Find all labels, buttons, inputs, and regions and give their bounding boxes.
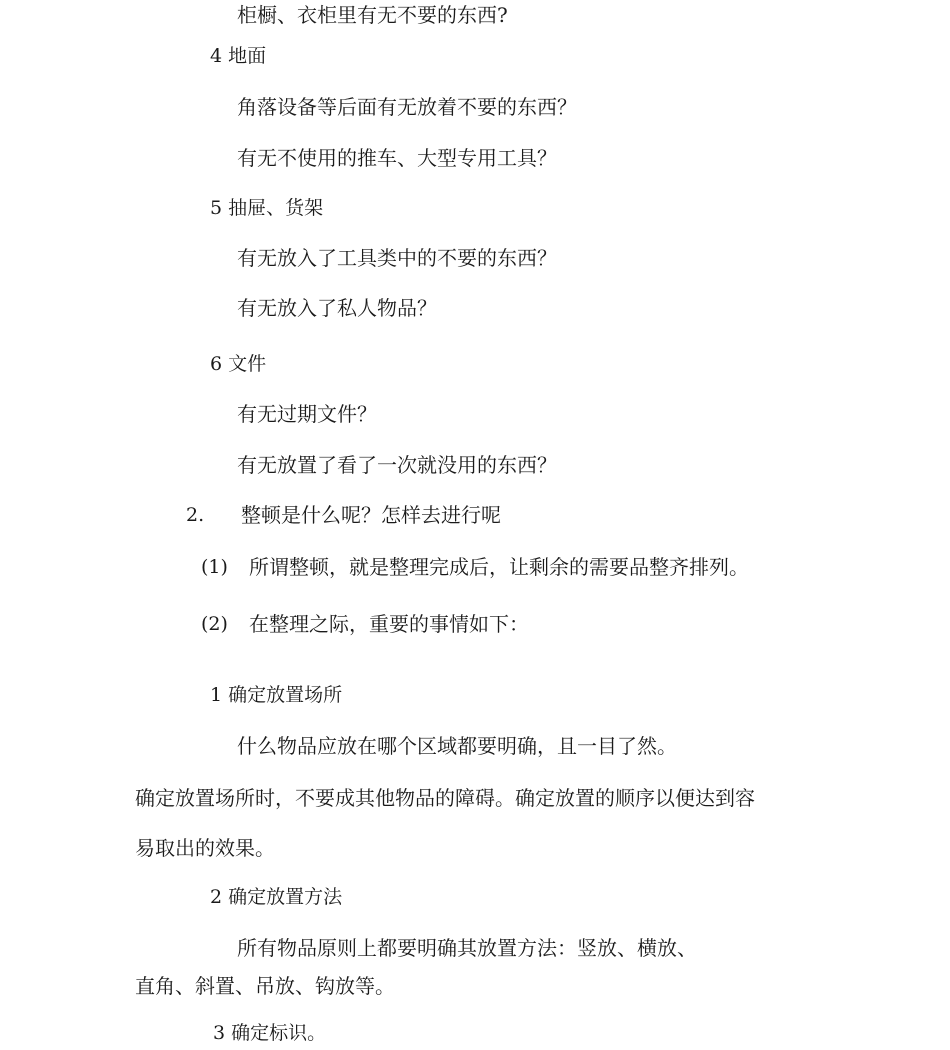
question-drawer-2: 有无放入了私人物品？ — [237, 296, 437, 320]
point-1-text: 所谓整顿，就是整理完成后，让剩余的需要品整齐排列。 — [249, 555, 749, 579]
question-cabinet: 柜橱、衣柜里有无不要的东西? — [237, 3, 508, 27]
point-1-number: (1) — [201, 556, 228, 578]
placement-location-line-2: 确定放置场所时，不要成其他物品的障碍。确定放置的顺序以便达到容 — [135, 786, 755, 810]
question-file-2: 有无放置了看了一次就没用的东西？ — [237, 453, 557, 477]
subheading-placement-location: 1 确定放置场所 — [210, 684, 343, 706]
placement-location-line-3: 易取出的效果。 — [135, 836, 275, 860]
placement-location-line-1: 什么物品应放在哪个区域都要明确，且一目了然。 — [237, 734, 677, 758]
subheading-placement-method: 2 确定放置方法 — [210, 886, 343, 908]
subheading-labeling: 3 确定标识。 — [213, 1022, 327, 1044]
heading-floor: 4 地面 — [210, 45, 267, 67]
heading-files: 6 文件 — [210, 353, 267, 375]
heading-drawer-shelf: 5 抽屉、货架 — [210, 197, 324, 219]
question-floor-2: 有无不使用的推车、大型专用工具？ — [237, 146, 557, 170]
placement-method-line-1: 所有物品原则上都要明确其放置方法：竖放、横放、 — [237, 936, 697, 960]
question-file-1: 有无过期文件？ — [237, 402, 377, 426]
point-2-text: 在整理之际，重要的事情如下： — [249, 612, 529, 636]
section-2-number: 2. — [186, 504, 205, 526]
placement-method-line-2: 直角、斜置、吊放、钩放等。 — [135, 974, 395, 998]
question-floor-1: 角落设备等后面有无放着不要的东西？ — [237, 95, 577, 119]
question-drawer-1: 有无放入了工具类中的不要的东西？ — [237, 246, 557, 270]
section-2-title: 整顿是什么呢？怎样去进行呢 — [241, 503, 501, 527]
point-2-number: (2) — [201, 613, 228, 635]
